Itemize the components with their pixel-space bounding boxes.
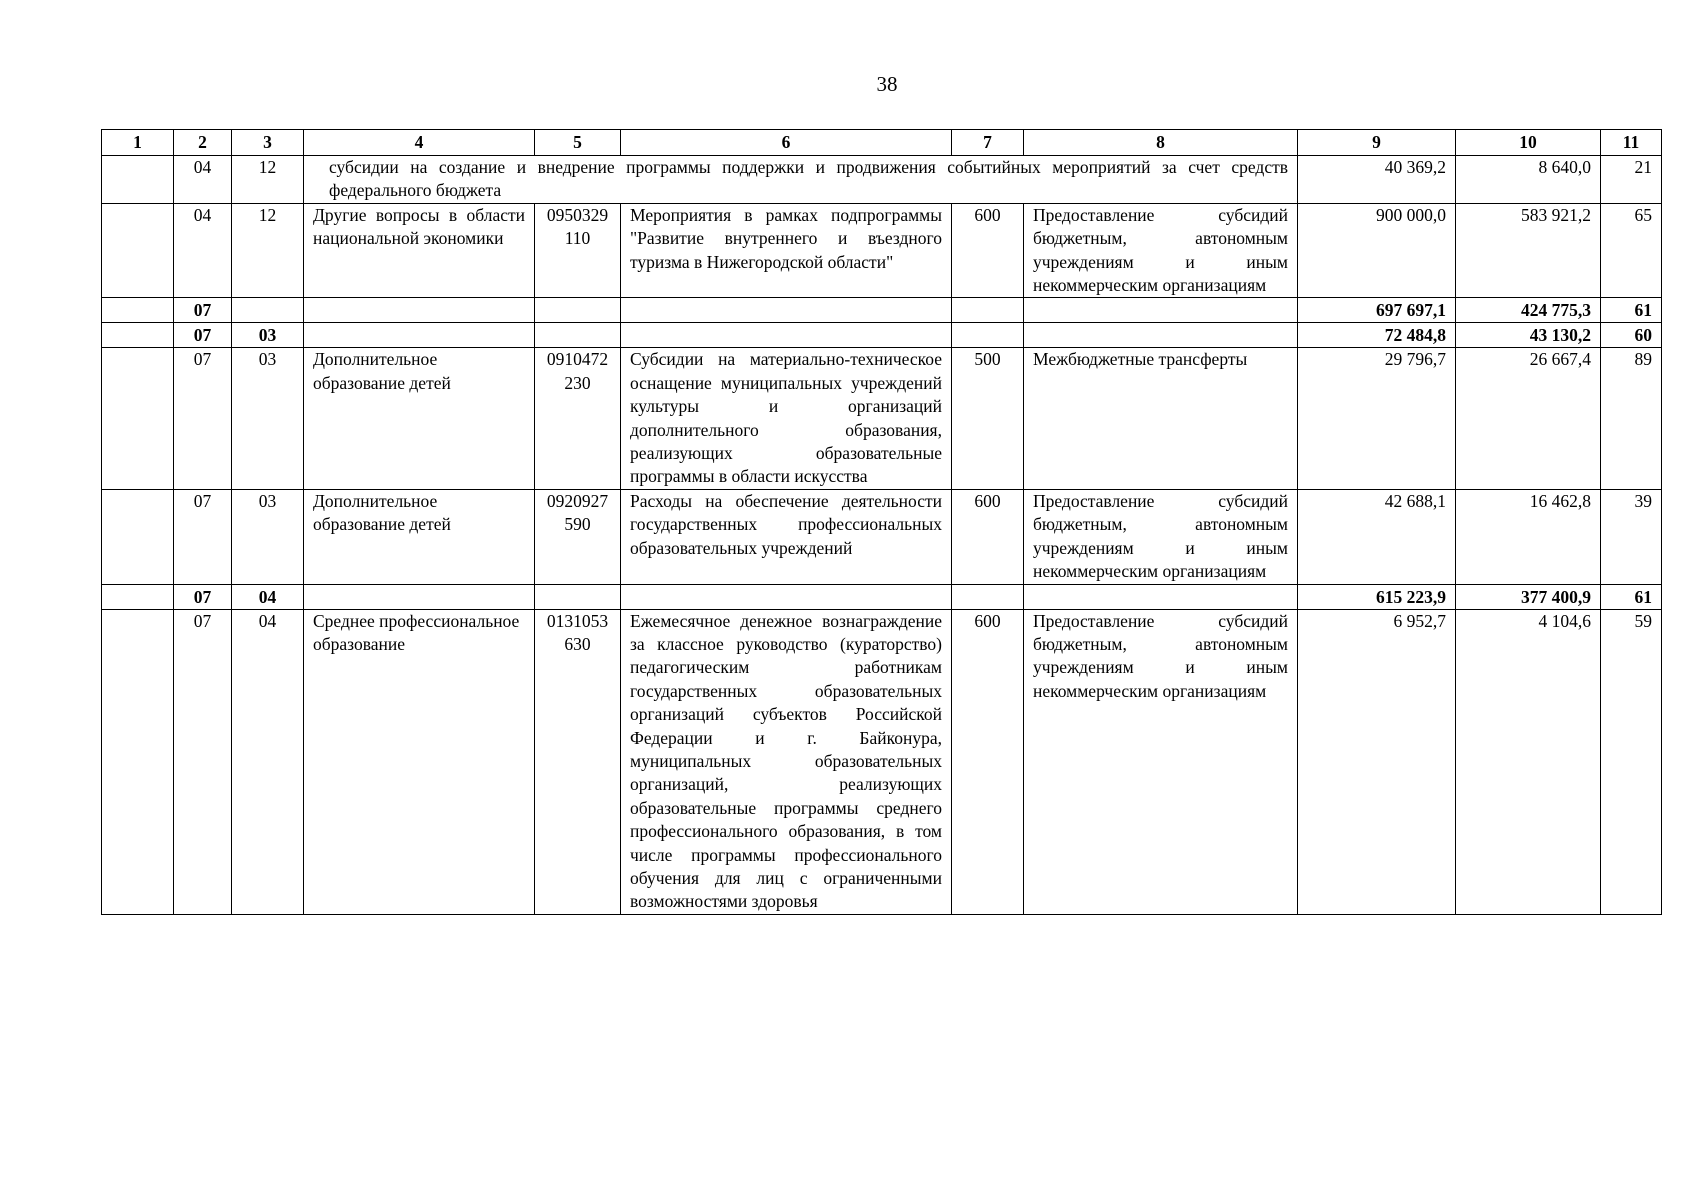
cell-col1 [102, 298, 174, 323]
cell-col1 [102, 323, 174, 348]
cell-section: 04 [174, 203, 232, 298]
cell-name [304, 584, 535, 609]
header-row [102, 130, 1662, 156]
cell-subsection: 04 [232, 584, 304, 609]
cell-expense-type: 600 [952, 609, 1024, 914]
cell-target-code [535, 584, 621, 609]
cell-name: Другие вопросы в области национальной экономики [304, 203, 535, 298]
cell-percent: 39 [1601, 489, 1662, 584]
cell-percent: 89 [1601, 348, 1662, 489]
cell-plan: 72 484,8 [1298, 323, 1456, 348]
cell-plan: 615 223,9 [1298, 584, 1456, 609]
cell-plan: 40 369,2 [1298, 156, 1456, 204]
cell-expense-type [952, 298, 1024, 323]
cell-expense-name [621, 584, 952, 609]
cell-expense-type-name [1024, 323, 1298, 348]
cell-subsection: 03 [232, 348, 304, 489]
cell-col1 [102, 348, 174, 489]
cell-percent: 65 [1601, 203, 1662, 298]
cell-expense-name: Расходы на обеспечение деятельности государственных профессиональных образовательных учреждений [621, 489, 952, 584]
cell-section: 07 [174, 298, 232, 323]
cell-plan: 29 796,7 [1298, 348, 1456, 489]
cell-expense-type: 500 [952, 348, 1024, 489]
cell-percent: 60 [1601, 323, 1662, 348]
cell-target-code: 0950329110 [535, 203, 621, 298]
cell-section: 07 [174, 609, 232, 914]
cell-subsection: 12 [232, 203, 304, 298]
header-cell: 6 [621, 130, 952, 156]
cell-subsection: 03 [232, 489, 304, 584]
cell-actual: 16 462,8 [1456, 489, 1601, 584]
table-row [102, 156, 1662, 204]
cell-expense-type-name: Предоставление субсидий бюджетным, автономным учреждениям и иным некоммерческим организациям [1024, 609, 1298, 914]
cell-actual: 43 130,2 [1456, 323, 1601, 348]
cell-percent: 59 [1601, 609, 1662, 914]
cell-expense-type-name: Межбюджетные трансферты [1024, 348, 1298, 489]
header-cell: 1 [102, 130, 174, 156]
cell-name [304, 323, 535, 348]
table-row [102, 348, 1662, 489]
header-cell: 9 [1298, 130, 1456, 156]
page-number: 38 [876, 72, 898, 96]
cell-expense-name: Мероприятия в рамках подпрограммы "Развитие внутреннего и въездного туризма в Нижегородской области" [621, 203, 952, 298]
cell-target-code [535, 323, 621, 348]
budget-table [101, 129, 1662, 915]
cell-actual: 4 104,6 [1456, 609, 1601, 914]
cell-target-code: 0920927590 [535, 489, 621, 584]
cell-section: 04 [174, 156, 232, 204]
cell-col1 [102, 203, 174, 298]
header-cell: 5 [535, 130, 621, 156]
table-row-total [102, 323, 1662, 348]
header-cell: 11 [1601, 130, 1662, 156]
cell-expense-type [952, 323, 1024, 348]
cell-actual: 424 775,3 [1456, 298, 1601, 323]
cell-actual: 26 667,4 [1456, 348, 1601, 489]
cell-section: 07 [174, 323, 232, 348]
cell-col1 [102, 584, 174, 609]
cell-percent: 61 [1601, 584, 1662, 609]
cell-expense-name [621, 298, 952, 323]
header-cell: 3 [232, 130, 304, 156]
cell-merged-description: субсидии на создание и внедрение программы поддержки и продвижения событийных мероприятий за счет средств федерального бюджета [304, 156, 1298, 204]
header-cell: 7 [952, 130, 1024, 156]
cell-subsection [232, 298, 304, 323]
cell-expense-name: Ежемесячное денежное вознаграждение за классное руководство (кураторство) педагогическим работникам государственных образовательных организаций субъектов Российской Федерации и г. Байконура, муниципальных образовательных организаций, реализующих образовательные программы среднего профессионального образования, в том числе программы профессионального обучения для лиц с ограниченными возможностями здоровья [621, 609, 952, 914]
cell-expense-name: Субсидии на материально-техническое оснащение муниципальных учреждений культуры и организаций дополнительного образования, реализующих образовательные программы в области искусства [621, 348, 952, 489]
cell-subsection: 12 [232, 156, 304, 204]
cell-expense-type-name: Предоставление субсидий бюджетным, автономным учреждениям и иным некоммерческим организациям [1024, 203, 1298, 298]
cell-expense-type: 600 [952, 489, 1024, 584]
cell-expense-type-name: Предоставление субсидий бюджетным, автономным учреждениям и иным некоммерческим организациям [1024, 489, 1298, 584]
cell-name [304, 298, 535, 323]
header-cell: 10 [1456, 130, 1601, 156]
cell-plan: 900 000,0 [1298, 203, 1456, 298]
header-cell: 4 [304, 130, 535, 156]
cell-expense-type [952, 584, 1024, 609]
cell-expense-type: 600 [952, 203, 1024, 298]
cell-actual: 377 400,9 [1456, 584, 1601, 609]
cell-percent: 21 [1601, 156, 1662, 204]
table-row [102, 203, 1662, 298]
cell-subsection: 03 [232, 323, 304, 348]
cell-percent: 61 [1601, 298, 1662, 323]
cell-name: Дополнительное образование детей [304, 489, 535, 584]
cell-expense-type-name [1024, 584, 1298, 609]
header-cell: 2 [174, 130, 232, 156]
cell-plan: 6 952,7 [1298, 609, 1456, 914]
table-row-total [102, 298, 1662, 323]
cell-name: Среднее профессиональное образование [304, 609, 535, 914]
cell-col1 [102, 489, 174, 584]
cell-target-code [535, 298, 621, 323]
cell-target-code: 0131053630 [535, 609, 621, 914]
cell-col1 [102, 609, 174, 914]
cell-section: 07 [174, 348, 232, 489]
cell-actual: 8 640,0 [1456, 156, 1601, 204]
cell-section: 07 [174, 584, 232, 609]
table-row-total [102, 584, 1662, 609]
cell-subsection: 04 [232, 609, 304, 914]
table-row [102, 609, 1662, 914]
header-cell: 8 [1024, 130, 1298, 156]
cell-col1 [102, 156, 174, 204]
cell-section: 07 [174, 489, 232, 584]
cell-plan: 697 697,1 [1298, 298, 1456, 323]
table-row [102, 489, 1662, 584]
cell-expense-name [621, 323, 952, 348]
cell-expense-type-name [1024, 298, 1298, 323]
cell-plan: 42 688,1 [1298, 489, 1456, 584]
cell-target-code: 0910472230 [535, 348, 621, 489]
cell-actual: 583 921,2 [1456, 203, 1601, 298]
cell-name: Дополнительное образование детей [304, 348, 535, 489]
